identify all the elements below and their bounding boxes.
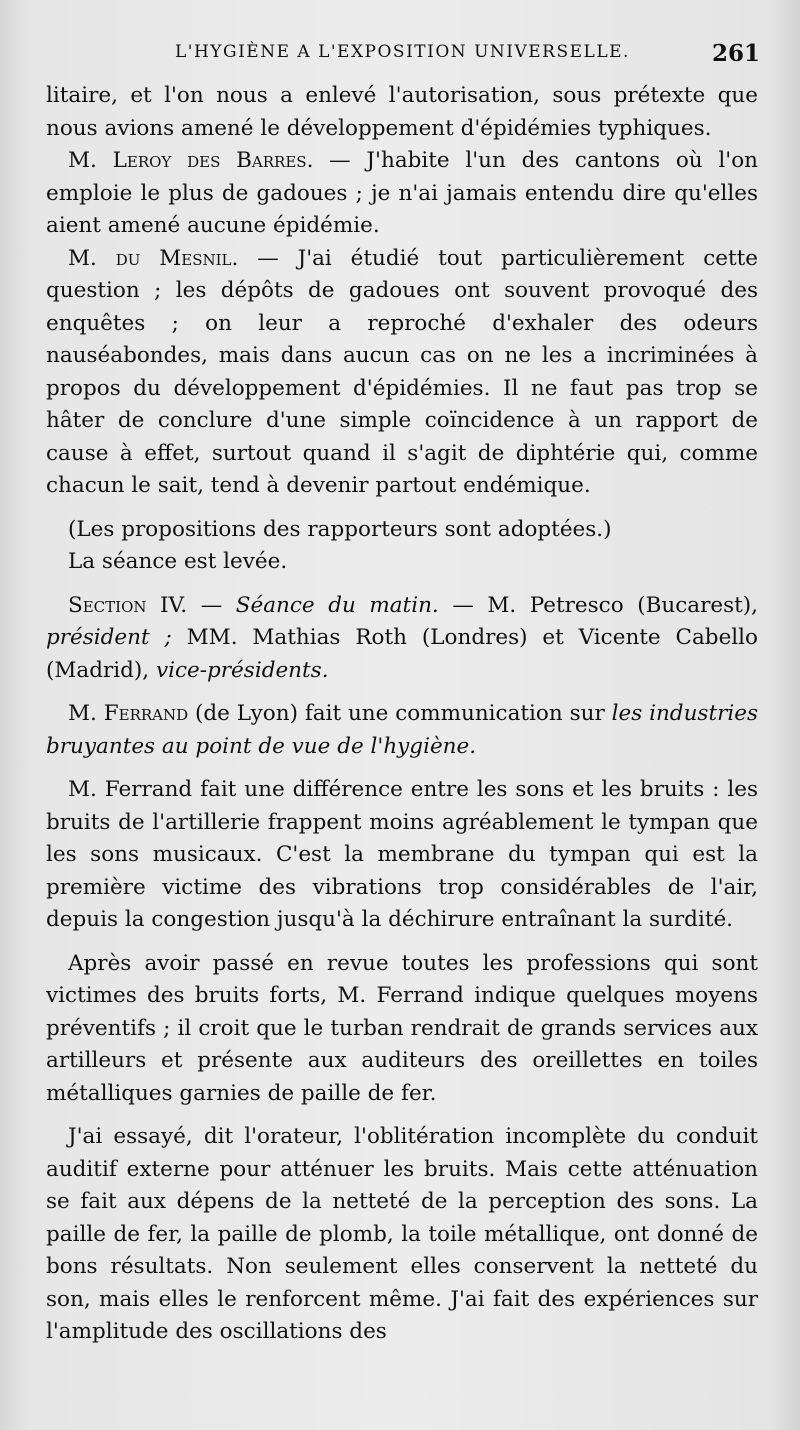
paragraph-6 bbox=[46, 590, 758, 688]
paragraph-3-text: — J'ai étudié tout particulièrement cette question ; les dépôts de gadoues ont souvent provoqué des enquêtes ; on leur a reproché d'exhaler des odeurs nauséabondes, mais dans aucun cas on ne les a incriminées à propos du développement d'épidémies. Il ne faut pas trop se hâter de conclure d'une simple coïncidence à un rapport de cause à effet, surtout quand il s'agit de diphtérie qui, comme chacun le sait, tend à devenir partout endémique. bbox=[46, 245, 758, 498]
paragraph-10-text: J'ai essayé, dit l'orateur, l'oblitération incomplète du conduit auditif externe pour atténuer les bruits. Mais cette atténuation se fait aux dépens de la netteté de la perception des sons. La paille de fer, la paille de plomb, la toile métallique, ont donné de bons résultats. Non seulement elles conservent la netteté du son, mais elles le renforcent même. J'ai fait des expériences sur l'amplitude des oscillations des bbox=[46, 1124, 758, 1344]
running-title: L'HYGIÈNE A L'EXPOSITION UNIVERSELLE. bbox=[175, 42, 630, 62]
paragraph-1 bbox=[46, 80, 758, 145]
page-number: 261 bbox=[711, 40, 760, 67]
seance-du-matin: Séance du matin. bbox=[235, 592, 439, 618]
paragraph-4 bbox=[46, 514, 758, 547]
page-header bbox=[0, 40, 800, 76]
president-title: président ; bbox=[46, 625, 172, 650]
propositions-adopted: (Les propositions des rapporteurs sont adoptées.) bbox=[68, 516, 612, 542]
speaker-leroy-des-barres: M. Leroy des Barres. bbox=[68, 148, 314, 173]
paragraph-9 bbox=[46, 948, 758, 1111]
paragraph-10 bbox=[46, 1121, 758, 1349]
paragraph-2-text: — J'habite l'un des cantons où l'on emploie le plus de gadoues ; je n'ai jamais entendu dire qu'elles aient amené aucune épidémie. bbox=[46, 148, 759, 238]
speaker-du-mesnil: M. du Mesnil. bbox=[68, 245, 239, 271]
paragraph-8-text: M. Ferrand fait une différence entre les sons et les bruits : les bruits de l'artillerie frappent moins agréablement le tympan que les sons musicaux. C'est la membrane du tympan qui est la première victime des vibrations trop considérables de l'air, depuis la congestion jusqu'à la déchirure entraînant la surdité. bbox=[46, 777, 758, 932]
paragraph-5 bbox=[46, 546, 758, 579]
paragraph-9-text: Après avoir passé en revue toutes les professions qui sont victimes des bruits forts, M. Ferrand indique quelques moyens préventifs ; il croit que le turban rendrait de grands services aux artilleurs et présente aux auditeurs des oreillettes en toiles métalliques garnies de paille de fer. bbox=[46, 950, 758, 1106]
vice-president-names: MM. Mathias Roth (Londres) et Vicente Cabello (Madrid), bbox=[46, 625, 758, 683]
paragraph-7 bbox=[46, 698, 758, 763]
paragraph-1-text: litaire, et l'on nous a enlevé l'autorisation, sous prétexte que nous avions amené le développement d'épidémies typhiques. bbox=[46, 83, 758, 141]
paragraph-7-text: (de Lyon) fait une communication sur bbox=[188, 701, 612, 726]
paragraph-2 bbox=[46, 145, 758, 243]
president-name: — M. Petresco (Bucarest), bbox=[438, 592, 758, 618]
speaker-ferrand: M. Ferrand bbox=[68, 701, 189, 726]
body-text bbox=[46, 80, 758, 1349]
communication-title: les industries bruyantes au point de vue de l'hygiène. bbox=[46, 701, 758, 759]
section-dash: — bbox=[187, 592, 236, 618]
paragraph-3 bbox=[46, 243, 758, 503]
vice-president-title: vice-présidents. bbox=[155, 657, 329, 683]
section-label: Section IV. bbox=[68, 592, 188, 618]
seance-levee: La séance est levée. bbox=[68, 549, 288, 574]
paragraph-8 bbox=[46, 774, 758, 937]
